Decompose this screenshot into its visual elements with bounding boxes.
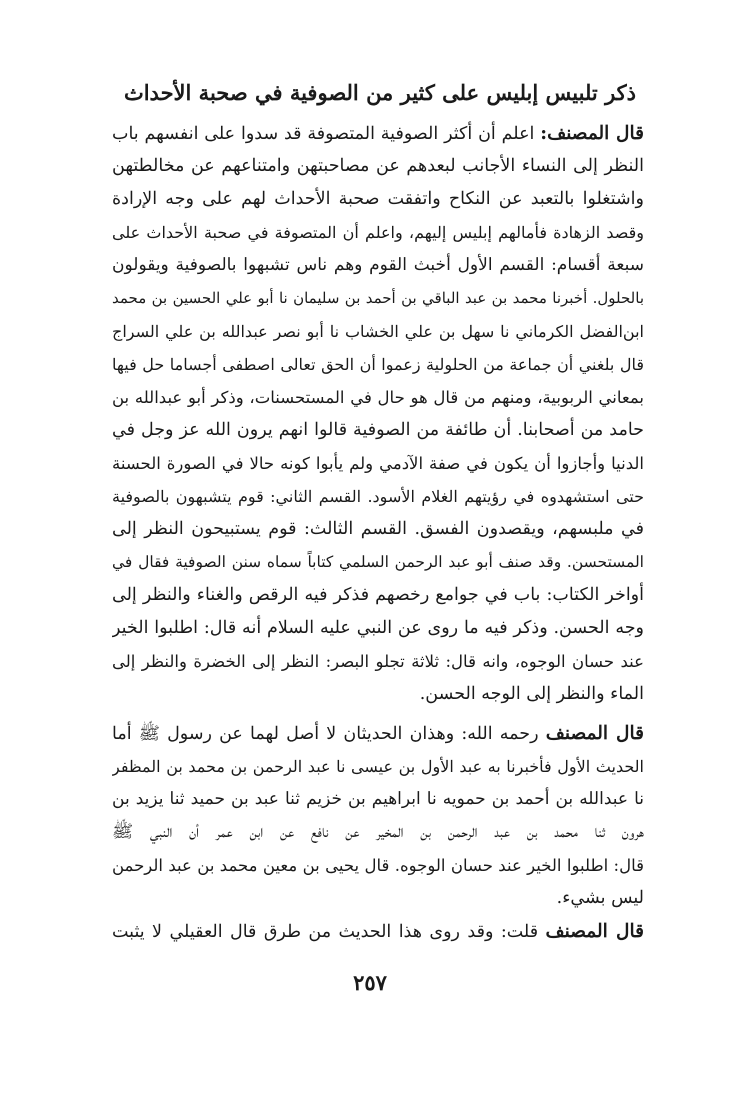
section-heading: ذكر تلبيس إبليس على كثير من الصوفية في صحبة الأحداث (123, 80, 637, 105)
text-line: قال المصنف قلت: وقد روى هذا الحديث من طرق قال العقيلي لا يثبت (112, 921, 644, 942)
text-line: بمعاني الربوبية، ومنهم من قال هو حال في المستحسنات، وذكر أبو عبدالله بن (112, 388, 644, 407)
author-lead: قال المصنف: (540, 123, 644, 144)
text-line: نا عبدالله بن أحمد بن حمويه نا ابراهيم بن خزيم ثنا عبد بن حميد ثنا يزيد بن (112, 789, 644, 809)
text-line: قال: اطلبوا الخير عند حسان الوجوه. قال يحيى بن معين محمد بن عبد الرحمن (112, 856, 644, 875)
text-line: ابن‌الفضل الكرماني نا سهل بن علي الخشاب نا أبو نصر عبدالله بن علي السراج (112, 322, 644, 341)
text-line: في ملبسهم، ويقصدون الفسق. القسم الثالث: قوم يستبيحون النظر إلى (112, 519, 644, 539)
text-line: حتى استشهدوه في رؤيتهم الغلام الأسود. القسم الثاني: قوم يتشبهون بالصوفية (112, 487, 644, 506)
text-line: الحديث الأول فأخبرنا به عبد الأول بن عيسى نا عبد الرحمن بن محمد بن المظفر (112, 757, 644, 776)
text-line: الماء والنظر إلى الوجه الحسن. (419, 684, 644, 704)
text-line: قال المصنف رحمه الله: وهذان الحديثان لا أصل لهما عن رسول ﷺ أما (112, 723, 644, 744)
text-line: وقصد الزهادة فأمالهم إبليس إليهم، واعلم أن المتصوفة في صحبة الأحداث على (112, 223, 644, 242)
text-line: قال بلغني أن جماعة من الحلولية زعموا أن الحق تعالى اصطفى أجساما حل فيها (112, 355, 644, 374)
text-line: أواخر الكتاب: باب في جوامع رخصهم فذكر فيه الرقص والغناء والنظر إلى (112, 585, 644, 605)
text-line: الدنيا وأجازوا أن يكون في صفة الآدمي ولم يأبوا كونه حالا في الصورة الحسنة (112, 454, 644, 473)
text-line: حامد من أصحابنا. أن طائفة من الصوفية قالوا انهم يرون الله عز وجل في (112, 420, 644, 440)
paragraph-2 (112, 717, 644, 915)
page-number: ٢٥٧ (353, 970, 387, 995)
author-lead: قال المصنف (545, 921, 644, 942)
text-line: وجه الحسن. وذكر فيه ما روى عن النبي عليه السلام أنه قال: اطلبوا الخير (112, 618, 644, 638)
text-line: واشتغلوا بالتعبد عن النكاح واتفقت صحبة الأحداث لهم على وجه الإرادة (112, 189, 644, 209)
text-line: عند حسان الوجوه، وانه قال: ثلاثة تجلو البصر: النظر إلى الخضرة والنظر إلى (112, 652, 644, 671)
text-line: سبعة أقسام: القسم الأول أخبث القوم وهم ناس تشبهوا بالصوفية ويقولون (112, 255, 644, 275)
text-line: قال المصنف: اعلم أن أكثر الصوفية المتصوفة قد سدوا على انفسهم باب (112, 123, 644, 144)
text-line: ليس بشيء. (556, 888, 644, 908)
text-line: النظر إلى النساء الأجانب لبعدهم عن مصاحبتهن وامتناعهم عن مخالطتهن (112, 156, 644, 176)
author-lead: قال المصنف (545, 723, 644, 744)
paragraph-3 (112, 915, 644, 948)
text-line: بالحلول. أخبرنا محمد بن عبد الباقي بن أحمد بن سليمان نا أبو علي الحسين بن محمد (112, 289, 644, 307)
text-line: هرون ثنا محمد بن عبد الرحمن بن المخير عن نافع عن ابن عمر أن النبي ﷺ (112, 822, 644, 842)
text-line: المستحسن. وقد صنف أبو عبد الرحمن السلمي كتاباً سماه سنن الصوفية فقال في (112, 553, 644, 571)
paragraph-1 (112, 117, 644, 711)
